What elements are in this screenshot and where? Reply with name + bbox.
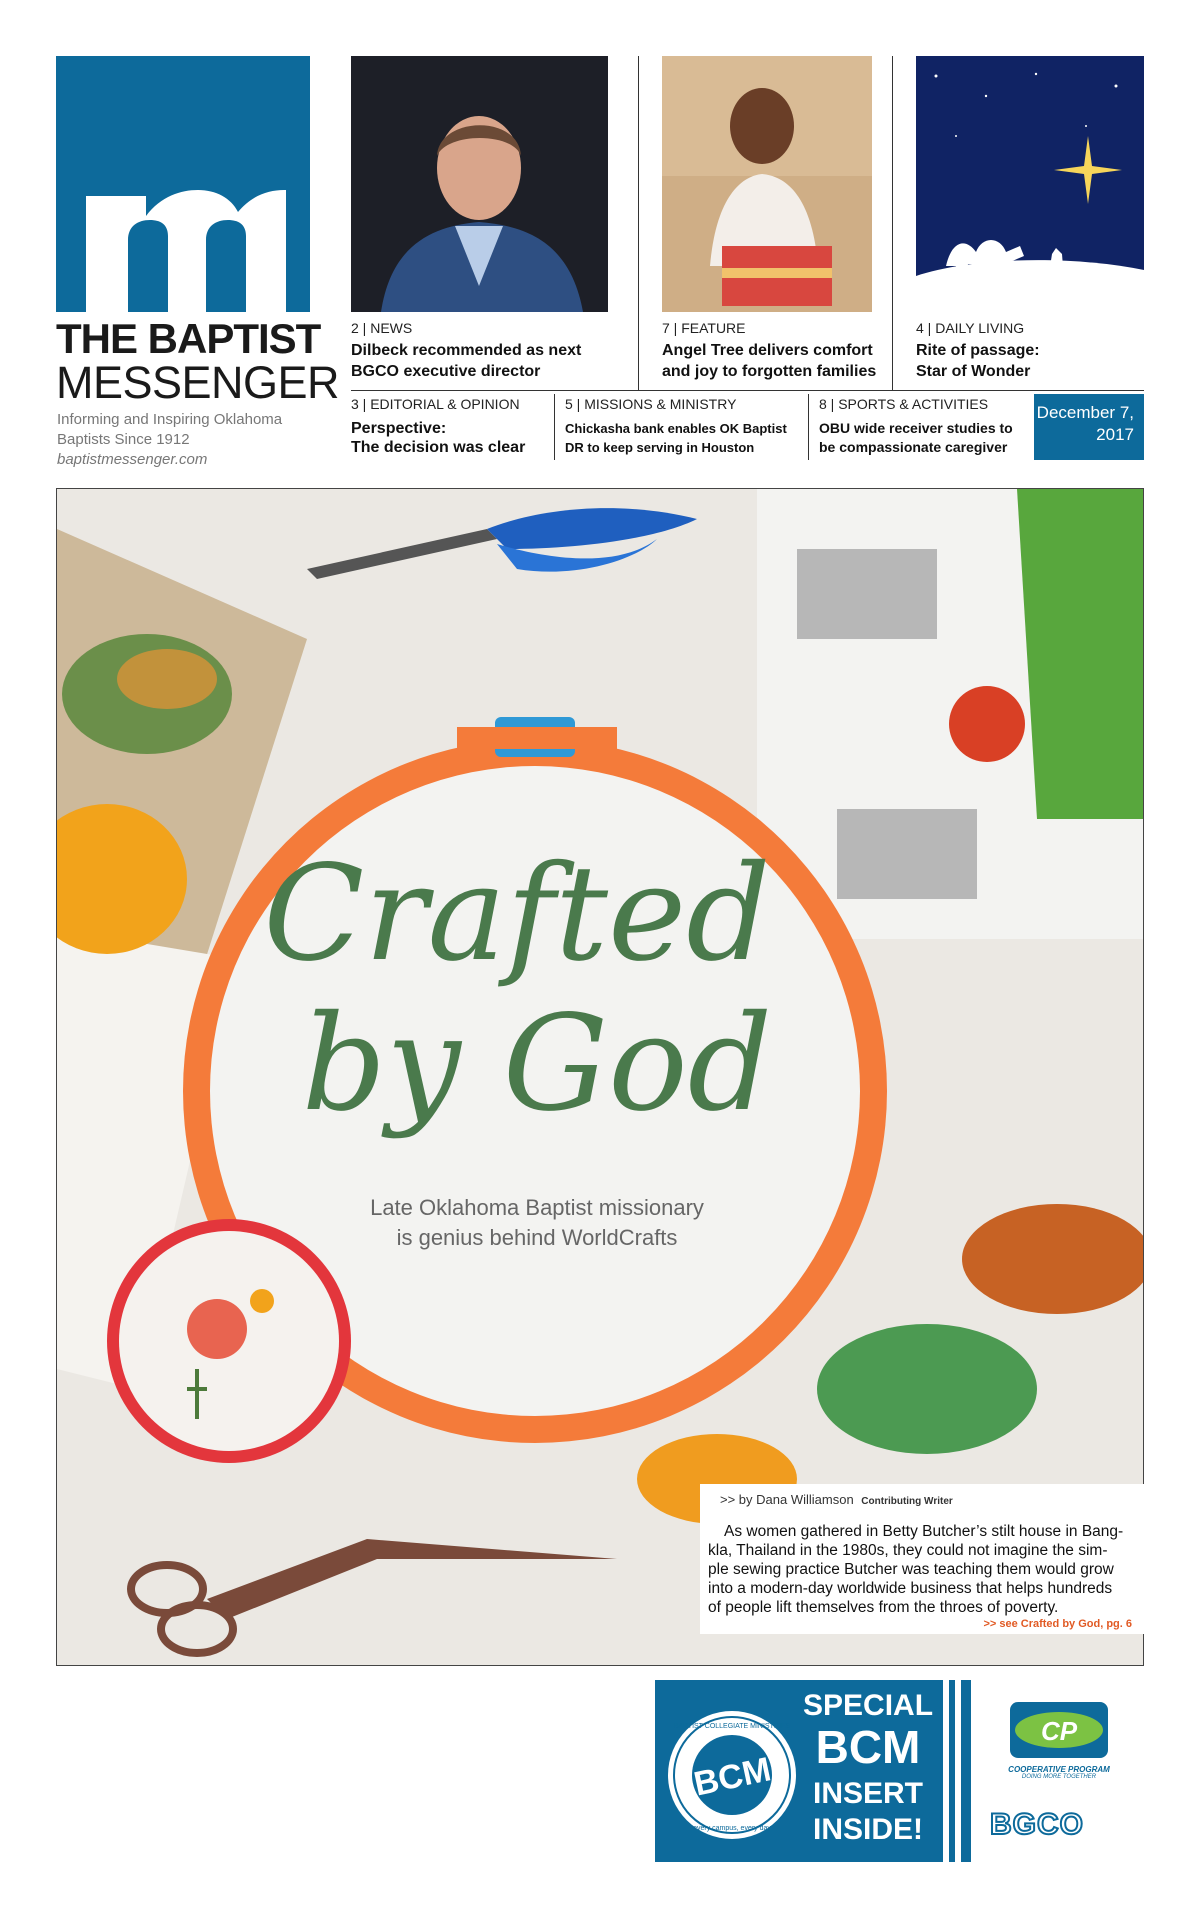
story-headline[interactable]: and joy to forgotten families [662,363,877,380]
lead-line: kla, Thailand in the 1980s, they could not imagine the sim- [708,1542,1108,1559]
lead-line: ple sewing practice Butcher was teaching them would grow [708,1561,1114,1578]
issue-date-line2: 2017 [1096,425,1134,444]
byline [720,1492,953,1507]
bcm-arc-bottom: every campus, every day [693,1825,771,1832]
bgco-logo[interactable] [990,1808,1120,1846]
continued-link[interactable]: >> see Crafted by God, pg. 6 [983,1618,1132,1630]
byline-author: >> by Dana Williamson [720,1492,854,1507]
issue-date-line1: December 7, [1036,403,1134,422]
story-headline[interactable]: Angel Tree delivers comfort [662,342,873,359]
bcm-badge-icon [663,1706,801,1844]
brand-name-line1: THE BAPTIST [56,315,321,362]
story-headline[interactable]: Dilbeck recommended as next [351,342,582,359]
teaser-headline[interactable]: Perspective: [351,420,447,437]
bcm-ad-line: INSERT [812,1777,923,1810]
row-divider [351,390,1144,391]
teaser-headline[interactable]: be compassionate caregiver [819,439,1008,455]
tagline-line2: Baptists Since 1912 [57,431,190,448]
lead-line: As women gathered in Betty Butcher’s stilt house in Bang- [724,1523,1124,1540]
ad-stripe [955,1680,961,1862]
lead-line: into a modern-day worldwide business that helps hundreds [708,1580,1113,1597]
teaser-kicker: 3 | EDITORIAL & OPINION [351,396,520,412]
cover-subtitle-line1: Late Oklahoma Baptist missionary [370,1195,704,1220]
story-headline[interactable]: BGCO executive director [351,363,541,380]
byline-role: Contributing Writer [861,1496,953,1507]
column-divider [808,394,809,460]
bcm-badge-text: BCM [690,1750,775,1804]
bcm-ad-line: INSIDE! [812,1813,923,1846]
tagline-line1: Informing and Inspiring Oklahoma [57,411,283,428]
bgco-text: BGCO [990,1808,1084,1841]
cover-title-line2: by God [301,987,773,1141]
cover-story-lead[interactable] [700,1484,1144,1634]
bcm-arc-top: BAPTIST COLLEGIATE MINISTRIES [673,1723,791,1730]
lead-line: of people lift themselves from the throes of poverty. [708,1599,1059,1616]
cover-subtitle-line2: is genius behind WorldCrafts [396,1225,678,1250]
cover-title-script [207,819,877,1179]
brand-name-line2: MESSENGER [56,357,340,408]
cp-line1: COOPERATIVE PROGRAM [1008,1765,1110,1774]
column-divider [892,56,893,390]
teaser-headline[interactable]: Chickasha bank enables OK Baptist [565,421,787,436]
logo-m-icon [86,186,286,312]
bcm-ad-line: SPECIAL [803,1689,934,1722]
story-kicker: 2 | NEWS [351,320,413,336]
issue-date [1034,394,1144,460]
svg-text:CP: CP [1040,1716,1078,1746]
ad-stripe [943,1680,949,1862]
masthead-logo[interactable] [56,56,310,312]
story-headline[interactable]: Star of Wonder [916,363,1031,380]
bcm-ad-line: BCM [815,1721,921,1773]
teaser-kicker: 8 | SPORTS & ACTIVITIES [819,396,989,412]
cp-line2: DOING MORE TOGETHER [1021,1774,1097,1780]
portrait-image [351,56,608,312]
column-divider [638,56,639,390]
teaser-headline[interactable]: The decision was clear [351,439,526,456]
cooperative-program-logo[interactable] [1002,1700,1116,1792]
story-photo-angel-tree[interactable] [662,56,872,312]
teaser-kicker: 5 | MISSIONS & MINISTRY [565,396,737,412]
story-photo-dilbeck[interactable] [351,56,608,312]
story-photo-star-of-wonder[interactable] [916,56,1144,312]
teaser-headline[interactable]: OBU wide receiver studies to [819,420,1013,436]
teaser-headline[interactable]: DR to keep serving in Houston [565,440,755,455]
story-headline[interactable]: Rite of passage: [916,342,1040,359]
bcm-insert-ad[interactable] [655,1680,971,1862]
cp-logo-icon [1002,1700,1116,1760]
child-gift-image [662,56,872,312]
site-url[interactable]: baptistmessenger.com [57,451,208,468]
cover-title-line1: Crafted [263,837,771,991]
column-divider [554,394,555,460]
story-kicker: 7 | FEATURE [662,320,746,336]
story-kicker: 4 | DAILY LIVING [916,320,1025,336]
nativity-image [916,56,1144,312]
